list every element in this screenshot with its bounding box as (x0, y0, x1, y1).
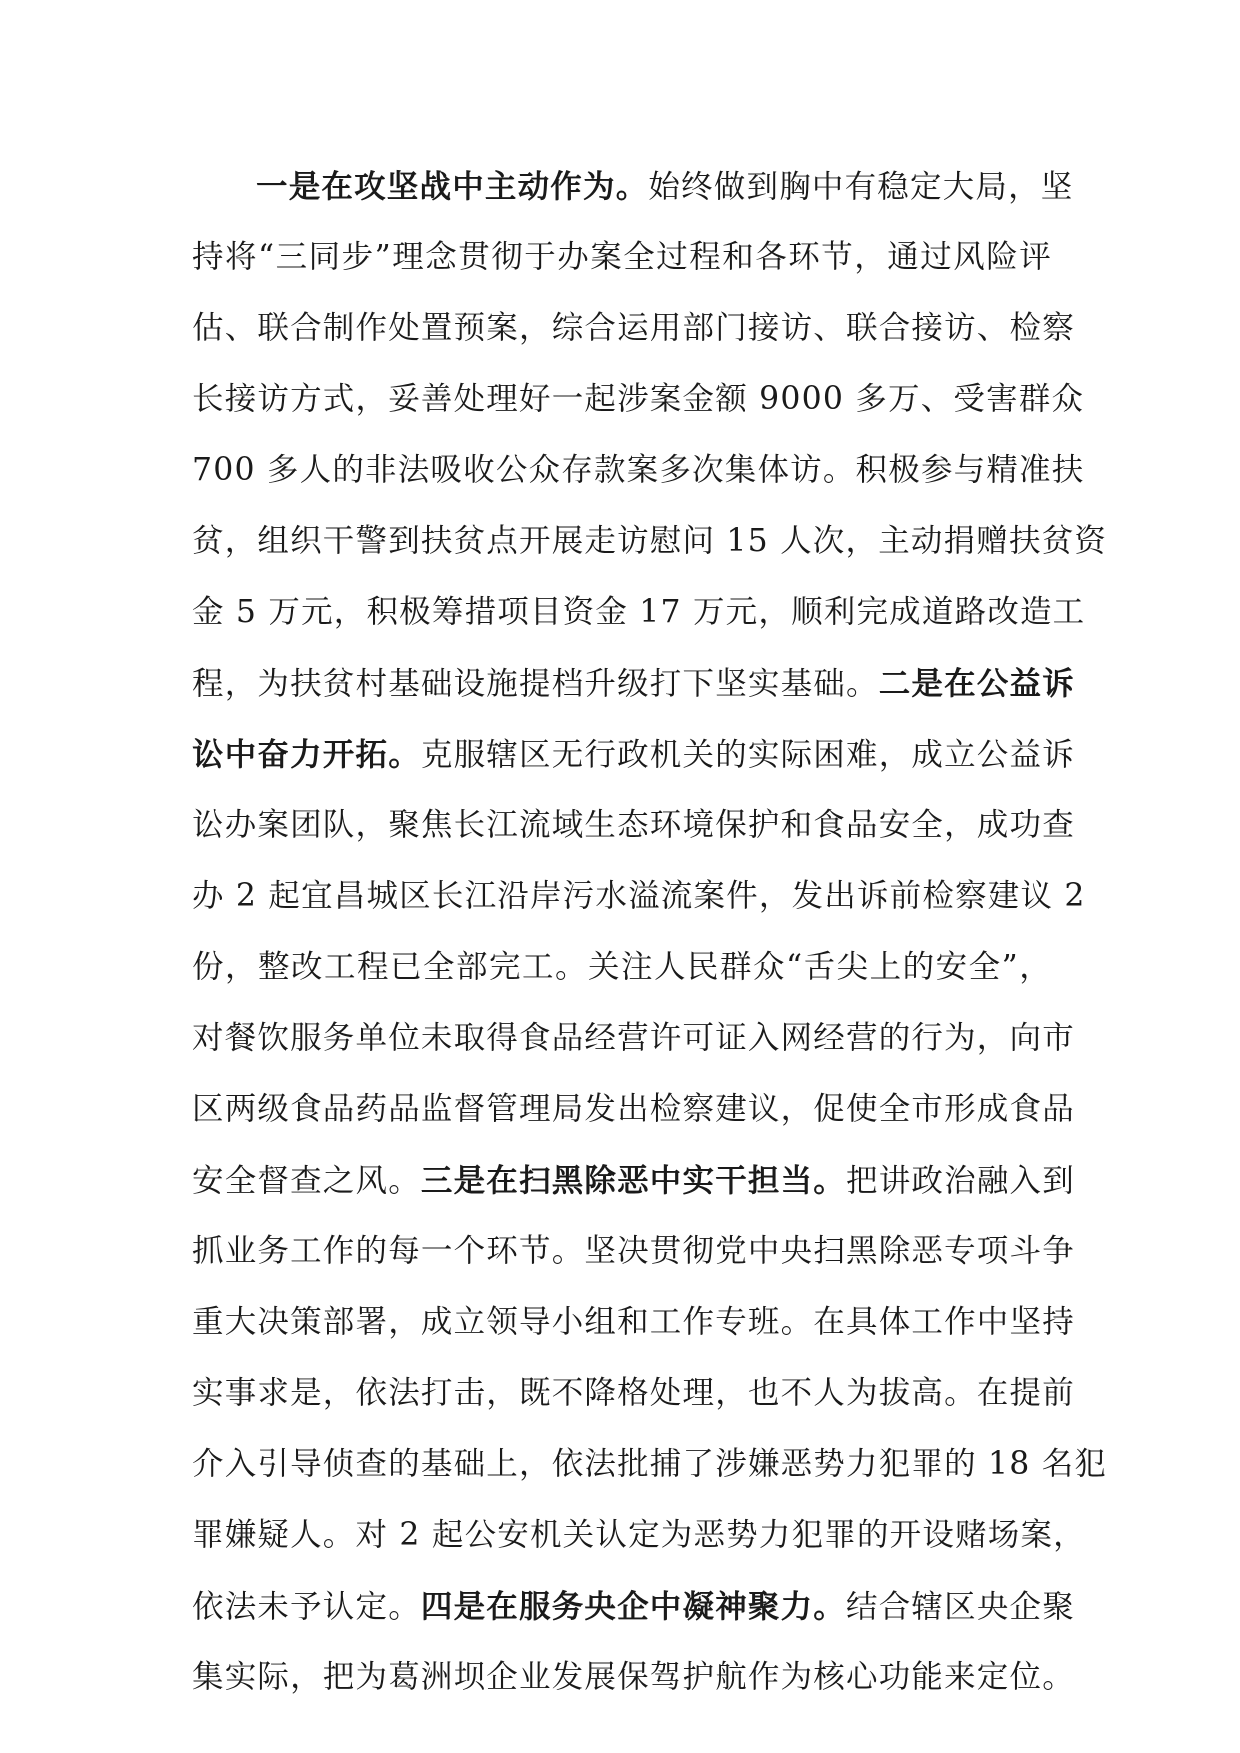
paragraph-line (192, 1216, 1075, 1287)
text-run: 依法未予认定。 (192, 1589, 421, 1625)
heading-phrase-1: 一是在攻坚战中主动作为。 (256, 168, 649, 205)
text-run: 估、联合制作处置预案，综合运用部门接访、联合接访、检察 (192, 310, 1075, 346)
paragraph-line (192, 222, 1052, 293)
text-run: 抓业务工作的每一个环节。坚决贯彻党中央扫黑除恶专项斗争 (192, 1233, 1075, 1269)
text-run: 份，整改工程已全部完工。关注人民群众“舌尖上的安全”， (192, 949, 1052, 985)
paragraph-line (192, 1642, 1075, 1713)
text-run: 把讲政治融入到 (846, 1163, 1075, 1199)
paragraph-line (192, 1145, 1075, 1216)
document-body (192, 151, 1108, 1713)
paragraph-line (192, 1358, 1075, 1429)
text-run: 实事求是，依法打击，既不降格处理，也不人为拔高。在提前 (192, 1375, 1075, 1411)
paragraph-line (192, 1287, 1075, 1358)
heading-phrase-4: 四是在服务央企中凝神聚力。 (420, 1588, 847, 1625)
paragraph-line (192, 648, 1075, 719)
paragraph-line (192, 151, 1074, 222)
text-run: 安全督查之风。 (192, 1163, 421, 1199)
heading-phrase-2-cont: 讼中奋力开拓。 (192, 736, 421, 773)
text-run: 克服辖区无行政机关的实际困难，成立公益诉 (420, 737, 1075, 773)
text-run: 结合辖区央企聚 (846, 1589, 1075, 1625)
text-run: 区两级食品药品监督管理局发出检察建议，促使全市形成食品 (192, 1091, 1075, 1127)
text-run: 持将“三同步”理念贯彻于办案全过程和各环节，通过风险评 (192, 239, 1052, 275)
paragraph-line (192, 790, 1075, 861)
text-run: 办 2 起宜昌城区长江沿岸污水溢流案件，发出诉前检察建议 2 (192, 878, 1086, 914)
text-run: 程，为扶贫村基础设施提档升级打下坚实基础。 (192, 666, 879, 702)
paragraph-line (192, 506, 1108, 577)
paragraph-line (192, 1500, 1086, 1571)
paragraph-line (192, 1429, 1108, 1500)
text-run: 贫，组织干警到扶贫点开展走访慰问 15 人次，主动捐赠扶贫资 (192, 523, 1108, 559)
text-run: 始终做到胸中有稳定大局，坚 (648, 169, 1074, 205)
text-run: 重大决策部署，成立领导小组和工作专班。在具体工作中坚持 (192, 1304, 1075, 1340)
text-run: 讼办案团队，聚焦长江流域生态环境保护和食品安全，成功查 (192, 807, 1075, 843)
paragraph-line (192, 577, 1086, 648)
text-run: 对餐饮服务单位未取得食品经营许可证入网经营的行为，向市 (192, 1020, 1075, 1056)
text-run: 介入引导侦查的基础上，依法批捕了涉嫌恶势力犯罪的 18 名犯 (192, 1446, 1108, 1482)
text-run: 集实际，把为葛洲坝企业发展保驾护航作为核心功能来定位。 (192, 1659, 1075, 1695)
text-run: 700 多人的非法吸收公众存款案多次集体访。积极参与精准扶 (192, 452, 1085, 488)
paragraph-line (192, 1003, 1075, 1074)
paragraph-line (192, 932, 1052, 1003)
text-run: 长接访方式，妥善处理好一起涉案金额 9000 多万、受害群众 (192, 381, 1085, 417)
text-run: 罪嫌疑人。对 2 起公安机关认定为恶势力犯罪的开设赌场案， (192, 1517, 1086, 1553)
text-run: 金 5 万元，积极筹措项目资金 17 万元，顺利完成道路改造工 (192, 594, 1086, 630)
paragraph-line (192, 719, 1075, 790)
paragraph-line (192, 861, 1086, 932)
paragraph-line (192, 1571, 1075, 1642)
paragraph-line (192, 293, 1075, 364)
heading-phrase-3: 三是在扫黑除恶中实干担当。 (420, 1162, 847, 1199)
paragraph-line (192, 1074, 1075, 1145)
paragraph-line (192, 435, 1085, 506)
heading-phrase-2: 二是在公益诉 (878, 665, 1075, 702)
paragraph-line (192, 364, 1085, 435)
